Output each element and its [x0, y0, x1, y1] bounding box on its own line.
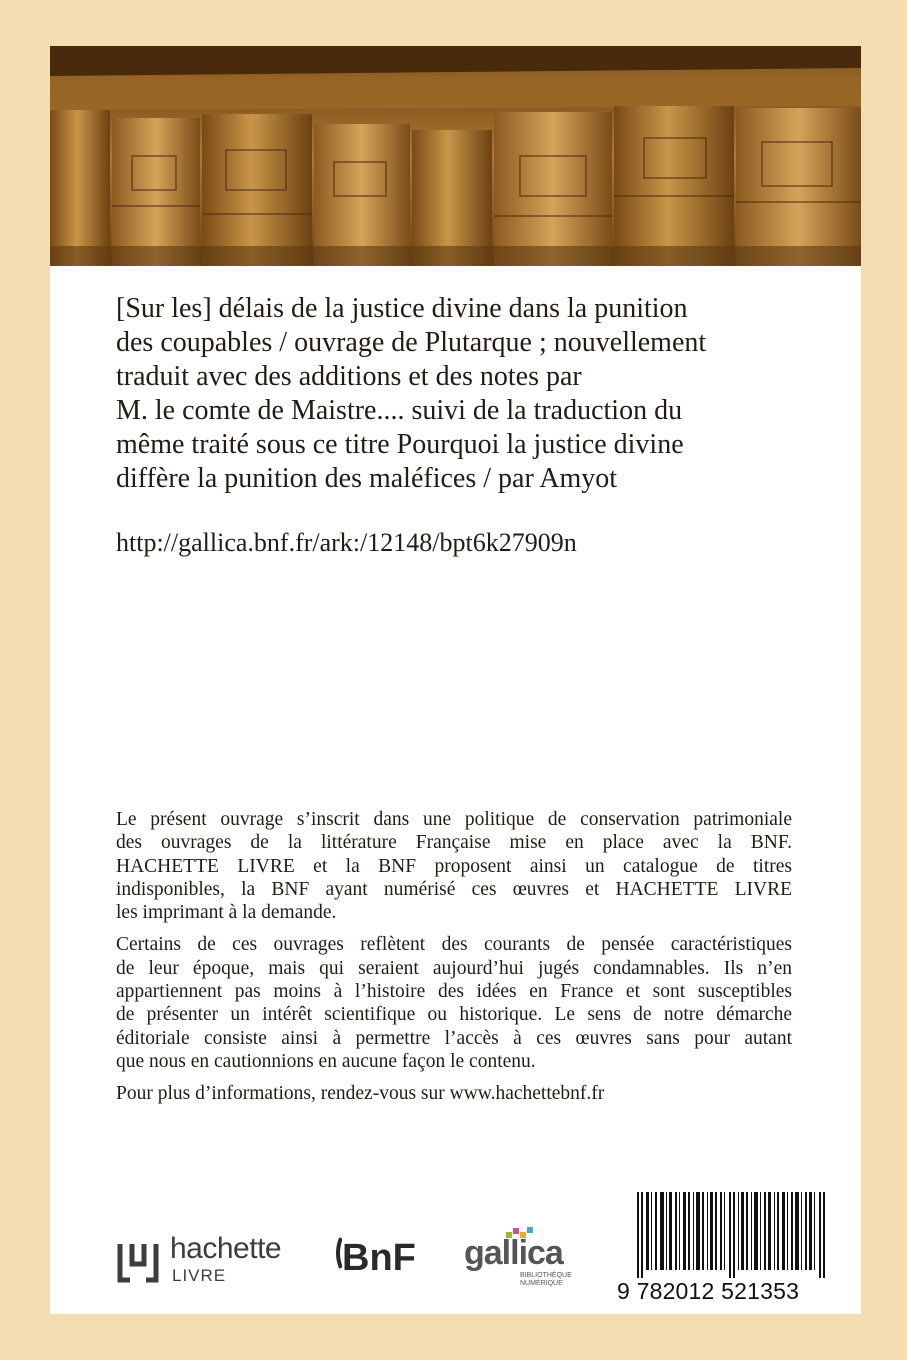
- gallica-subtitle-line: NUMÉRIQUE: [520, 1280, 563, 1287]
- book-spines-banner: [50, 46, 861, 266]
- notice-line: indisponibles, la BNF ayant numérisé ces œuvres et HACHETTE LIVRE: [116, 878, 792, 900]
- bnf-wordmark: BnF: [342, 1237, 416, 1279]
- book-spines-illustration: [50, 46, 861, 266]
- gallica-subtitle-line: BIBLIOTHÈQUE: [520, 1272, 572, 1279]
- notice-line: de présenter un intérêt scientifique ou historique. Le sens de notre démarche: [116, 1004, 792, 1026]
- hachette-wordmark: hachette: [170, 1232, 282, 1265]
- notice-paragraph: [116, 1082, 792, 1105]
- title-line: [Sur les] délais de la justice divine dans la punition: [116, 293, 688, 324]
- title-line: des coupables / ouvrage de Plutarque ; nouvellement: [116, 327, 707, 358]
- barcode-bars-icon: [619, 1192, 849, 1278]
- bnf-logo: [334, 1236, 416, 1280]
- publisher-notice: [116, 808, 792, 1115]
- notice-line: de leur époque, mais qui seraient aujourd’hui jugés condamnables. Ils n’en: [116, 957, 792, 979]
- title-line: même traité sous ce titre Pourquoi la justice divine: [116, 429, 684, 460]
- title-line: M. le comte de Maistre.... suivi de la traduction du: [116, 395, 683, 426]
- gallica-url: http://gallica.bnf.fr/ark:/12148/bpt6k27909n: [116, 528, 577, 557]
- notice-paragraph: [116, 808, 792, 924]
- notice-line: HACHETTE LIVRE et la BNF proposent ainsi un catalogue de titres: [116, 855, 792, 877]
- notice-line: Le présent ouvrage s’inscrit dans une politique de conservation patrimoniale: [116, 809, 792, 830]
- notice-line: appartiennent pas moins à l’histoire des idées en France et sont susceptibles: [116, 981, 792, 1003]
- notice-line: éditoriale consiste ainsi à permettre l’accès à ces œuvres sans pour autant: [116, 1027, 792, 1049]
- notice-line: que nous en cautionnions en aucune façon le contenu.: [116, 1050, 536, 1072]
- gallica-wordmark: gallica: [464, 1234, 563, 1272]
- isbn-digits: 9 782012 521353: [617, 1278, 800, 1304]
- book-title: [116, 292, 816, 496]
- back-cover-panel: [50, 46, 861, 1314]
- title-line: traduit avec des additions et des notes par: [116, 361, 582, 392]
- publisher-logos: [116, 1232, 572, 1292]
- notice-line: les imprimant à la demande.: [116, 902, 337, 924]
- notice-paragraph: [116, 933, 792, 1073]
- hachette-mark-icon: [116, 1240, 160, 1284]
- isbn-barcode: [617, 1192, 851, 1306]
- notice-line: Pour plus d’informations, rendez-vous sur www.hachettebnf.fr: [116, 1083, 605, 1105]
- notice-line: des ouvrages de la littérature Française mise en place avec la BNF.: [116, 832, 792, 854]
- gallica-subtitle: [520, 1272, 572, 1288]
- notice-line: Certains de ces ouvrages reflètent des courants de pensée caractéristiques: [116, 934, 792, 956]
- bnf-bracket-icon: [334, 1236, 342, 1280]
- title-line: diffère la punition des maléfices / par Amyot: [116, 463, 618, 494]
- livre-wordmark: LIVRE: [172, 1266, 227, 1285]
